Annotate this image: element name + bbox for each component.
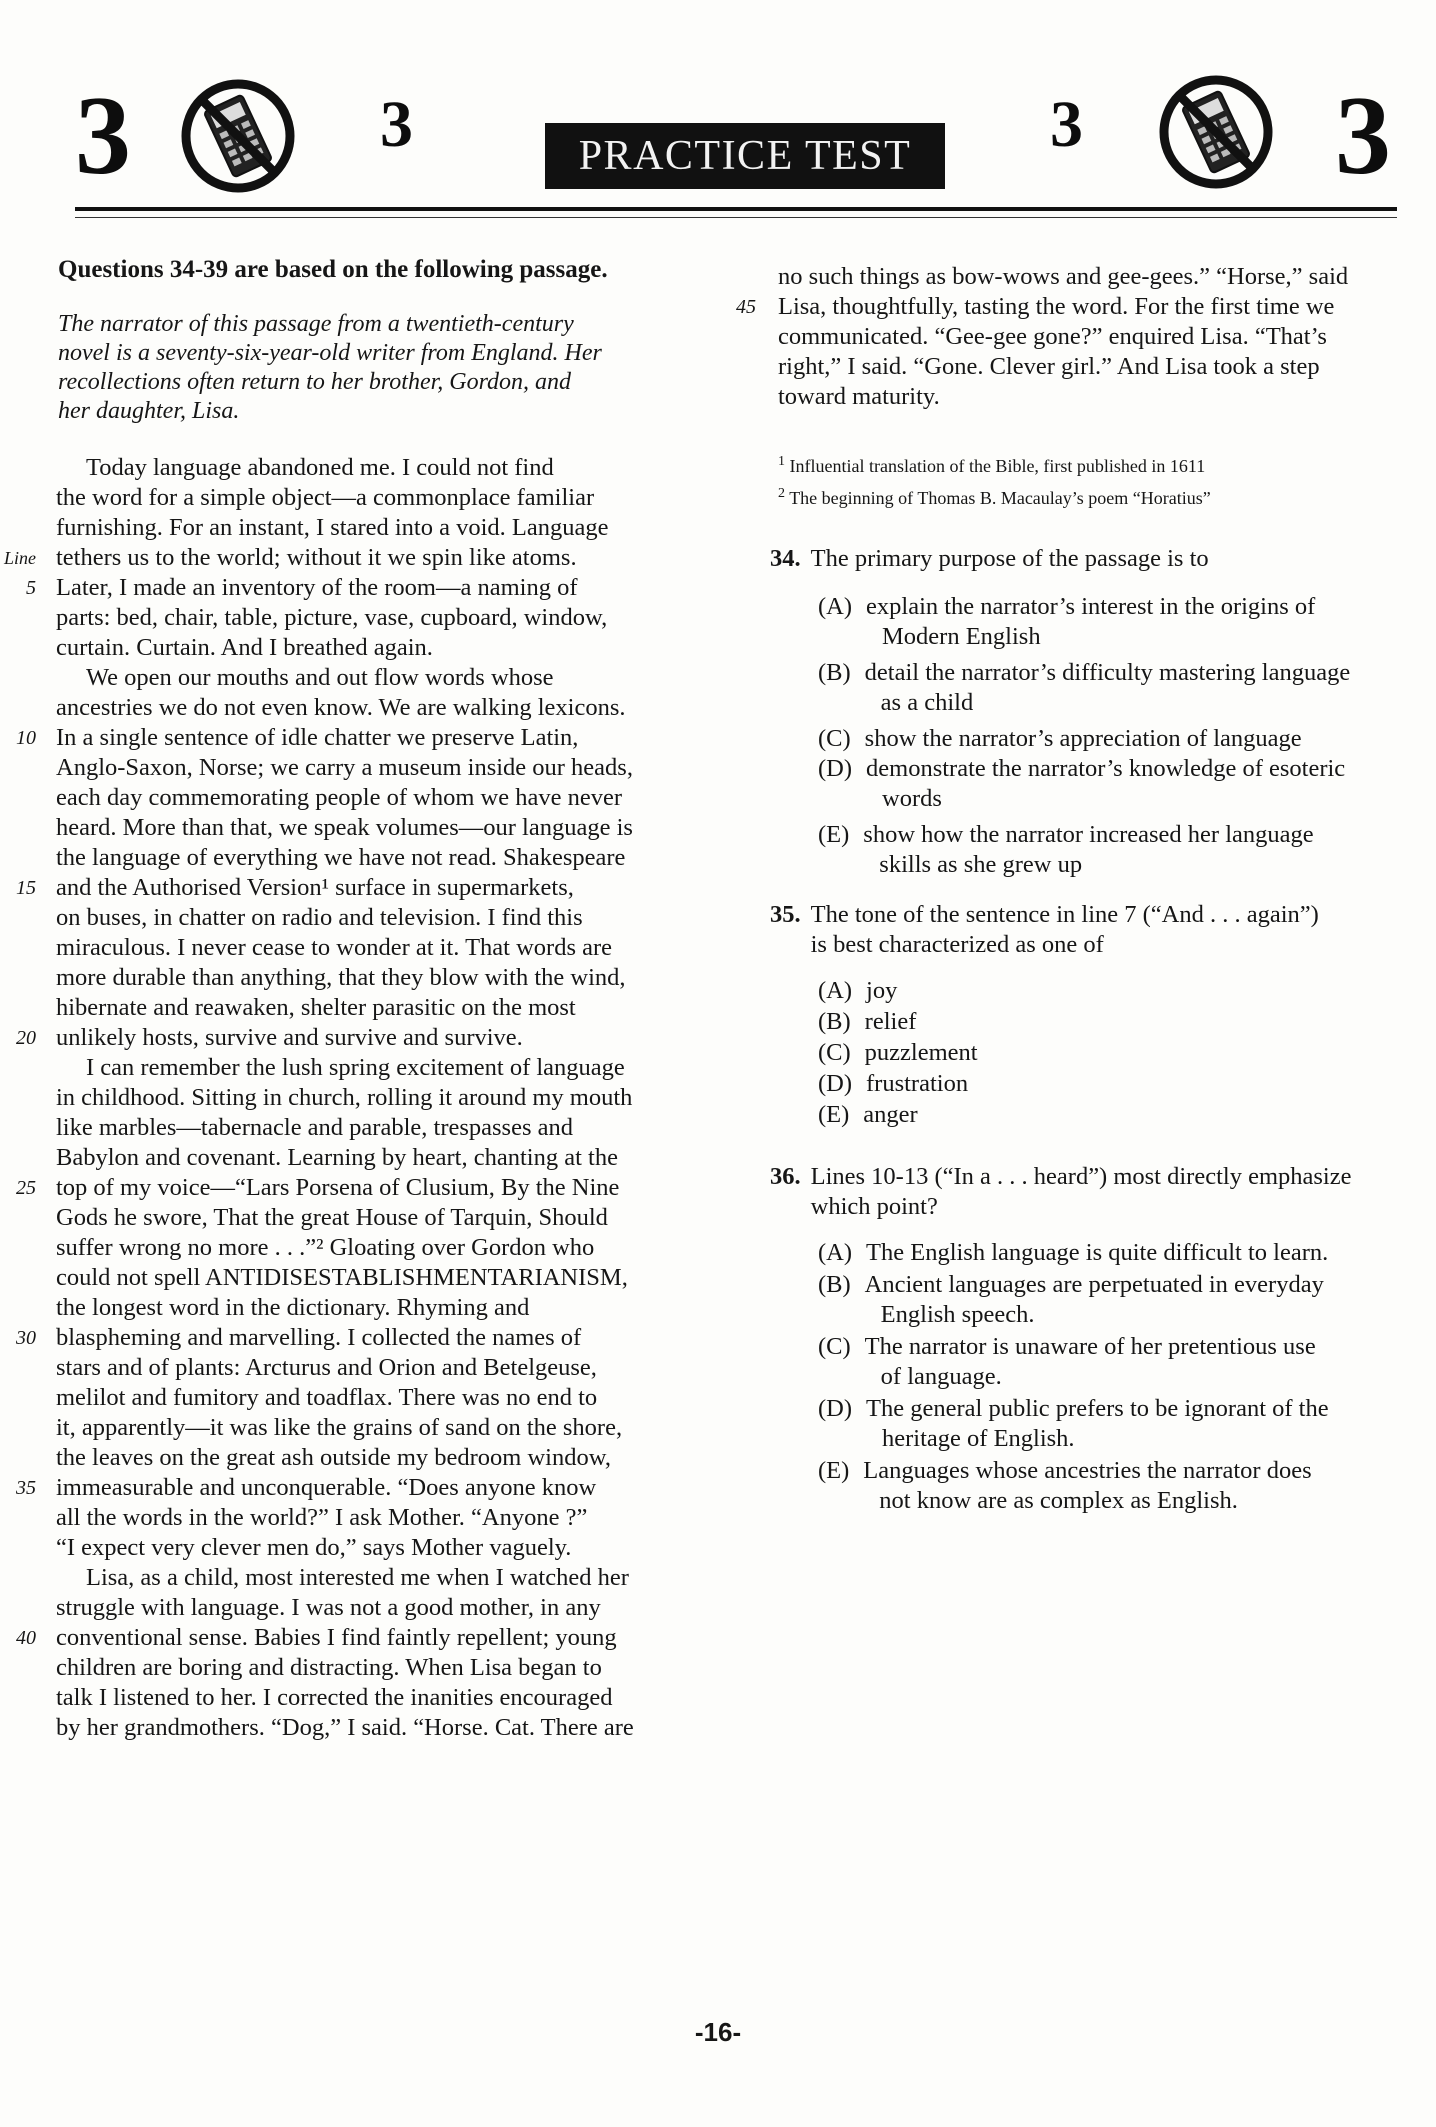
option-letter: (D) [818, 1070, 853, 1097]
answer-option-e[interactable] [818, 1100, 1410, 1130]
option-text: puzzlement [864, 1039, 978, 1066]
option-text: of language. [880, 1363, 1002, 1390]
option-text: not know are as complex as English. [879, 1487, 1238, 1514]
option-letter: (A) [818, 1239, 853, 1266]
passage-line: on buses, in chatter on radio and television. I find this [56, 904, 583, 931]
question-stem: is best characterized as one of [810, 931, 1104, 958]
passage-line: melilot and fumitory and toadflax. There was no end to [56, 1384, 598, 1411]
practice-test-banner: PRACTICE TEST [545, 123, 945, 189]
option-text: heritage of English. [882, 1425, 1075, 1452]
passage-line: Lisa, thoughtfully, tasting the word. For the first time we [778, 293, 1335, 320]
passage-line: In a single sentence of idle chatter we preserve Latin, [56, 724, 579, 751]
passage-line: curtain. Curtain. And I breathed again. [56, 634, 433, 661]
page-number: -16- [694, 2017, 742, 2047]
passage-line: immeasurable and unconquerable. “Does anyone know [56, 1474, 597, 1501]
no-calculator-icon [1158, 74, 1274, 190]
footnote-mark: 2 [778, 486, 785, 501]
option-text: anger [863, 1101, 918, 1128]
line-label: Line [4, 548, 37, 568]
option-text: English speech. [880, 1301, 1035, 1328]
passage-heading: Questions 34-39 are based on the following passage. [58, 256, 608, 283]
passage-blurb [58, 310, 602, 426]
passage-line: heard. More than that, we speak volumes—our language is [56, 814, 633, 841]
question-number: 35. [770, 901, 801, 928]
option-letter: (C) [818, 1333, 851, 1360]
option-letter: (E) [818, 821, 850, 848]
option-letter: (D) [818, 755, 853, 782]
passage-line: children are boring and distracting. When Lisa began to [56, 1654, 602, 1681]
passage-line: could not spell ANTIDISESTABLISHMENTARIANISM, [56, 1264, 628, 1291]
passage-line: hibernate and reawaken, shelter parasitic on the most [56, 994, 576, 1021]
passage-right-column [778, 262, 1418, 412]
answer-option-a[interactable] [818, 1238, 1410, 1268]
line-number: 45 [736, 296, 756, 318]
header-rule-thin [75, 217, 1397, 218]
passage-line: furnishing. For an instant, I stared into a void. Language [56, 514, 609, 541]
option-text: frustration [866, 1070, 969, 1097]
blurb-line: recollections often return to her brother, Gordon, and [58, 369, 572, 395]
line-number: 10 [16, 727, 36, 749]
line-number: 5 [26, 577, 36, 599]
footnote [778, 482, 1211, 510]
answer-option-c[interactable] [818, 1038, 1410, 1068]
question-35 [770, 900, 1410, 1130]
passage-line: more durable than anything, that they blow with the wind, [56, 964, 626, 991]
line-number: 20 [16, 1027, 36, 1049]
answer-option-c[interactable] [818, 1332, 1410, 1392]
passage-line: tethers us to the world; without it we spin like atoms. [56, 544, 577, 571]
passage-line: by her grandmothers. “Dog,” I said. “Horse. Cat. There are [56, 1714, 634, 1741]
option-text: relief [864, 1008, 917, 1035]
option-text: The narrator is unaware of her pretentious use [864, 1333, 1316, 1360]
question-stem: The primary purpose of the passage is to [810, 545, 1209, 572]
passage-line: talk I listened to her. I corrected the inanities encouraged [56, 1684, 613, 1711]
passage-line: each day commemorating people of whom we have never [56, 784, 623, 811]
section-number-left-1: 3 [75, 74, 131, 198]
option-text: Modern English [882, 623, 1041, 650]
option-text: The general public prefers to be ignorant of the [866, 1395, 1329, 1422]
option-text: show how the narrator increased her language [863, 821, 1314, 848]
passage-line: stars and of plants: Arcturus and Orion and Betelgeuse, [56, 1354, 597, 1381]
option-letter: (B) [818, 1008, 851, 1035]
option-text: The English language is quite difficult to learn. [866, 1239, 1329, 1266]
passage-line: the language of everything we have not read. Shakespeare [56, 844, 626, 871]
passage-line: Later, I made an inventory of the room—a naming of [56, 574, 578, 601]
question-number: 34. [770, 545, 801, 572]
answer-option-a[interactable] [818, 592, 1410, 652]
option-text: joy [866, 977, 898, 1004]
option-letter: (C) [818, 725, 851, 752]
footnote-text: The beginning of Thomas B. Macaulay’s poem “Horatius” [789, 488, 1211, 508]
passage-line: Babylon and covenant. Learning by heart, chanting at the [56, 1144, 618, 1171]
option-letter: (E) [818, 1457, 850, 1484]
question-number: 36. [770, 1163, 801, 1190]
option-letter: (D) [818, 1395, 853, 1422]
answer-option-a[interactable] [818, 976, 1410, 1006]
option-text: Languages whose ancestries the narrator does [863, 1457, 1312, 1484]
passage-line: the leaves on the great ash outside my bedroom window, [56, 1444, 611, 1471]
passage-line: communicated. “Gee-gee gone?” enquired Lisa. “That’s [778, 323, 1327, 350]
answer-option-d[interactable] [818, 1069, 1410, 1099]
option-text: demonstrate the narrator’s knowledge of esoteric [866, 755, 1346, 782]
answer-option-b[interactable] [818, 1007, 1410, 1037]
footnote [778, 450, 1211, 478]
passage-line: right,” I said. “Gone. Clever girl.” And Lisa took a step [778, 353, 1320, 380]
footnote-mark: 1 [778, 454, 785, 469]
section-number-right-2: 3 [1335, 74, 1391, 198]
option-letter: (B) [818, 1271, 851, 1298]
line-number: 35 [16, 1477, 36, 1499]
passage-line: unlikely hosts, survive and survive and survive. [56, 1024, 523, 1051]
option-text: skills as she grew up [879, 851, 1083, 878]
passage-line: the longest word in the dictionary. Rhyming and [56, 1294, 530, 1321]
header-rule [75, 207, 1397, 211]
option-letter: (E) [818, 1101, 850, 1128]
footnote-text: Influential translation of the Bible, first published in 1611 [789, 456, 1206, 476]
option-text: as a child [880, 689, 974, 716]
question-stem: The tone of the sentence in line 7 (“And . . . again”) [810, 901, 1319, 928]
option-text: Ancient languages are perpetuated in everyday [864, 1271, 1324, 1298]
passage-line: struggle with language. I was not a good mother, in any [56, 1594, 601, 1621]
line-number: 30 [16, 1327, 36, 1349]
passage-line: like marbles—tabernacle and parable, trespasses and [56, 1114, 574, 1141]
line-number: 25 [16, 1177, 36, 1199]
no-calculator-icon [180, 78, 296, 194]
answer-option-e[interactable] [818, 820, 1410, 880]
passage-line: blaspheming and marvelling. I collected the names of [56, 1324, 582, 1351]
passage-line: Gods he swore, That the great House of Tarquin, Should [56, 1204, 608, 1231]
passage-line: I can remember the lush spring excitement of language [86, 1054, 625, 1081]
answer-option-c[interactable] [818, 724, 1410, 754]
option-text: explain the narrator’s interest in the origins of [866, 593, 1316, 620]
passage-line: We open our mouths and out flow words whose [86, 664, 554, 691]
option-text: show the narrator’s appreciation of language [864, 725, 1302, 752]
line-number: 40 [16, 1627, 36, 1649]
passage-line: no such things as bow-wows and gee-gees.” “Horse,” said [778, 263, 1349, 290]
blurb-line: novel is a seventy-six-year-old writer from England. Her [58, 340, 602, 366]
option-letter: (B) [818, 659, 851, 686]
passage-line: toward maturity. [778, 383, 940, 410]
passage-line: Today language abandoned me. I could not find [86, 454, 554, 481]
option-letter: (A) [818, 977, 853, 1004]
question-stem: which point? [810, 1193, 938, 1220]
answer-option-b[interactable] [818, 1270, 1410, 1330]
option-text: detail the narrator’s difficulty mastering language [864, 659, 1351, 686]
passage-line: all the words in the world?” I ask Mother. “Anyone ?” [56, 1504, 588, 1531]
section-number-left-2: 3 [380, 88, 413, 161]
passage-line: “I expect very clever men do,” says Mother vaguely. [56, 1534, 572, 1561]
passage-line: suffer wrong no more . . .”² Gloating over Gordon who [56, 1234, 595, 1261]
passage-left-column [56, 453, 696, 1743]
option-letter: (C) [818, 1039, 851, 1066]
answer-option-b[interactable] [818, 658, 1410, 718]
passage-line: Lisa, as a child, most interested me when I watched her [86, 1564, 629, 1591]
blurb-line: The narrator of this passage from a twentieth-century [58, 311, 574, 337]
passage-line: the word for a simple object—a commonplace familiar [56, 484, 595, 511]
answer-option-d[interactable] [818, 754, 1410, 814]
footnotes [778, 450, 1211, 510]
passage-line: it, apparently—it was like the grains of sand on the shore, [56, 1414, 623, 1441]
question-stem: Lines 10-13 (“In a . . . heard”) most directly emphasize [810, 1163, 1352, 1190]
option-text: words [882, 785, 942, 812]
section-number-right-1: 3 [1050, 88, 1083, 161]
question-36 [770, 1162, 1410, 1516]
passage-line: top of my voice—“Lars Porsena of Clusium, By the Nine [56, 1174, 620, 1201]
answer-option-d[interactable] [818, 1394, 1410, 1454]
passage-line: in childhood. Sitting in church, rolling it around my mouth [56, 1084, 633, 1111]
passage-line: conventional sense. Babies I find faintly repellent; young [56, 1624, 617, 1651]
passage-line: ancestries we do not even know. We are walking lexicons. [56, 694, 626, 721]
blurb-line: her daughter, Lisa. [58, 398, 240, 424]
answer-option-e[interactable] [818, 1456, 1410, 1516]
passage-line: Anglo-Saxon, Norse; we carry a museum inside our heads, [56, 754, 633, 781]
option-letter: (A) [818, 593, 853, 620]
passage-line: parts: bed, chair, table, picture, vase, cupboard, window, [56, 604, 608, 631]
passage-line: and the Authorised Version¹ surface in supermarkets, [56, 874, 574, 901]
passage-line: miraculous. I never cease to wonder at it. That words are [56, 934, 613, 961]
line-number: 15 [16, 877, 36, 899]
question-34 [770, 544, 1410, 880]
